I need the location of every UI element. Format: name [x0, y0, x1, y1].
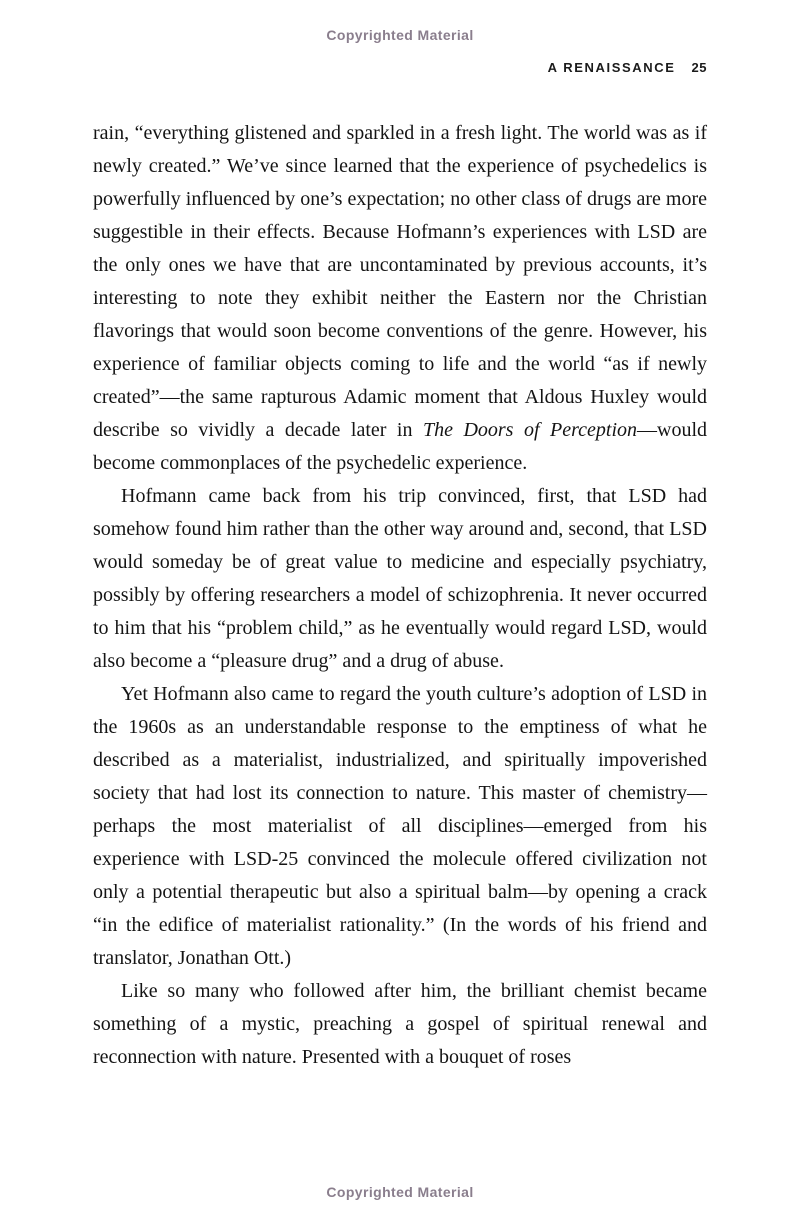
copyright-notice-top: Copyrighted Material: [326, 27, 474, 43]
chapter-title: A RENAISSANCE: [547, 60, 676, 75]
paragraph-text: Yet Hofmann also came to regard the youth culture’s adoption of LSD in the 1960s as an understandable response to the emptiness of what he described as a materialist, industrialized, and spiritually impoverished society that had lost its connection to nature. This master of chemistry—perhaps the most materialist of all disciplines—emerged from his experience with LSD-25 convinced the molecule offered civilization not only a potential therapeutic but also a spiritual balm—by opening a crack “in the edifice of materialist rationality.” (In the words of his friend and translator, Jonathan Ott.): [93, 683, 707, 969]
running-head: [93, 60, 707, 75]
page-body: [93, 117, 707, 1074]
paragraph-text: Hofmann came back from his trip convinced, first, that LSD had somehow found him rather than the other way around and, second, that LSD would someday be of great value to medicine and especially psychiatry, possibly by offering researchers a model of schizophrenia. It never occurred to him that his “problem child,” as he eventually would regard LSD, would also become a “pleasure drug” and a drug of abuse.: [93, 485, 707, 672]
paragraph: [93, 117, 707, 480]
page-number: 25: [691, 60, 707, 75]
paragraph: [93, 678, 707, 975]
paragraph: [93, 480, 707, 678]
book-title-italic: The Doors of Perception: [422, 419, 637, 441]
paragraph: [93, 975, 707, 1074]
paragraph-text: rain, “everything glistened and sparkled in a fresh light. The world was as if newly created.” We’ve since learned that the experience of psychedelics is powerfully influenced by one’s expectation; no other class of drugs are more suggestible in their effects. Because Hofmann’s experiences with LSD are the only ones we have that are uncontaminated by previous accounts, it’s interesting to note they exhibit neither the Eastern nor the Christian flavorings that would soon become conventions of the genre. However, his experience of familiar objects coming to life and the world “as if newly created”—the same rapturous Adamic moment that Aldous Huxley would describe so vividly a decade later in: [93, 122, 707, 441]
paragraph-text: Like so many who followed after him, the brilliant chemist became something of a mystic, preaching a gospel of spiritual renewal and reconnection with nature. Presented with a bouquet of roses: [93, 980, 707, 1068]
copyright-notice-bottom: Copyrighted Material: [326, 1184, 474, 1200]
paragraph-text: —would become commonplaces of the psychedelic experience.: [93, 419, 707, 474]
